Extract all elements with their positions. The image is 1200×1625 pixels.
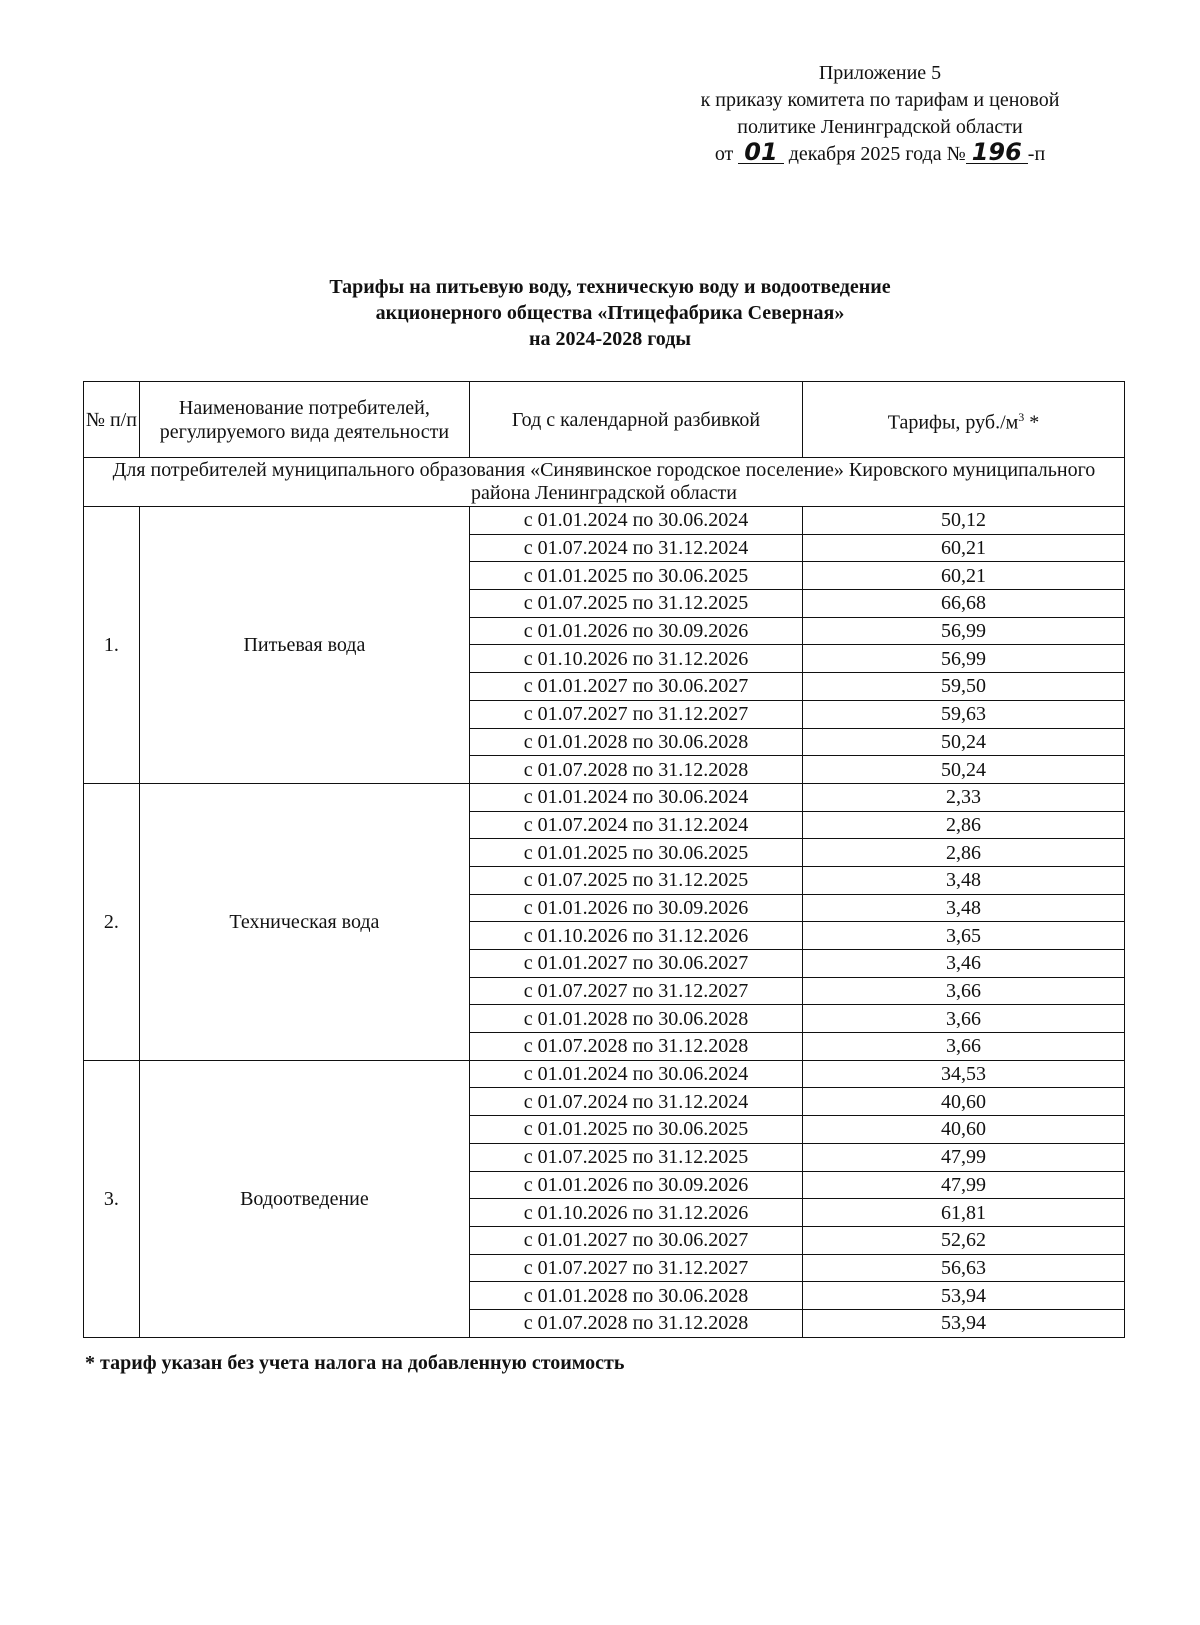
tariff-value-cell: 59,63 (803, 700, 1125, 728)
activity-name: Питьевая вода (139, 507, 469, 784)
period-cell: с 01.07.2028 по 31.12.2028 (469, 1309, 802, 1337)
period-cell: с 01.10.2026 по 31.12.2026 (469, 922, 802, 950)
period-cell: с 01.01.2025 по 30.06.2025 (469, 1116, 802, 1144)
header-tariff (803, 382, 1125, 458)
header-tariff-label: Тарифы, руб./м (887, 411, 1019, 434)
period-cell: с 01.07.2028 по 31.12.2028 (469, 756, 802, 784)
period-cell: с 01.10.2026 по 31.12.2026 (469, 645, 802, 673)
handwritten-order-number: 196 (966, 141, 1028, 164)
tariff-value-cell: 53,94 (803, 1309, 1125, 1337)
tariff-value-cell: 2,86 (803, 811, 1125, 839)
date-prefix: от (714, 143, 734, 165)
tariff-value-cell: 47,99 (803, 1171, 1125, 1199)
appendix-header (640, 60, 1120, 168)
period-cell: с 01.01.2027 по 30.06.2027 (469, 673, 802, 701)
order-suffix: -п (1027, 143, 1046, 165)
period-cell: с 01.01.2028 по 30.06.2028 (469, 1282, 802, 1310)
row-number: 2. (84, 783, 140, 1060)
footnote: * тариф указан без учета налога на добавленную стоимость (85, 1352, 625, 1374)
tariff-value-cell: 3,48 (803, 894, 1125, 922)
tariff-value-cell: 3,66 (803, 1033, 1125, 1061)
title-line-2: акционерного общества «Птицефабрика Северная» (375, 302, 845, 324)
title-line-1: Тарифы на питьевую воду, техническую воду и водоотведение (329, 276, 891, 298)
table-row (84, 1060, 1125, 1088)
period-cell: с 01.01.2025 по 30.06.2025 (469, 839, 802, 867)
tariff-value-cell: 3,48 (803, 866, 1125, 894)
handwritten-day: 01 (738, 141, 783, 164)
period-cell: с 01.01.2026 по 30.09.2026 (469, 894, 802, 922)
tariff-value-cell: 60,21 (803, 562, 1125, 590)
period-cell: с 01.10.2026 по 31.12.2026 (469, 1199, 802, 1227)
period-cell: с 01.01.2024 по 30.06.2024 (469, 1060, 802, 1088)
tariff-value-cell: 56,99 (803, 617, 1125, 645)
section-caption: Для потребителей муниципального образования «Синявинское городское поселение» Кировского муниципального района Ленинградской области (84, 458, 1125, 507)
tariff-value-cell: 2,86 (803, 839, 1125, 867)
section-row (84, 458, 1125, 507)
tariff-value-cell: 50,24 (803, 756, 1125, 784)
row-number: 1. (84, 507, 140, 784)
table-header-row (84, 382, 1125, 458)
tariff-value-cell: 3,46 (803, 950, 1125, 978)
period-cell: с 01.07.2025 по 31.12.2025 (469, 590, 802, 618)
period-cell: с 01.01.2028 по 30.06.2028 (469, 1005, 802, 1033)
table-row (84, 507, 1125, 535)
title-line-3: на 2024-2028 годы (529, 328, 691, 350)
tariff-value-cell: 3,66 (803, 977, 1125, 1005)
header-tariff-star: * (1024, 411, 1040, 434)
tariff-value-cell: 66,68 (803, 590, 1125, 618)
appendix-line-3: политике Ленинградской области (737, 116, 1023, 138)
tariff-value-cell: 50,24 (803, 728, 1125, 756)
document-title (150, 274, 1070, 352)
period-cell: с 01.07.2027 по 31.12.2027 (469, 977, 802, 1005)
tariff-value-cell: 56,63 (803, 1254, 1125, 1282)
table-row (84, 783, 1125, 811)
period-cell: с 01.01.2024 по 30.06.2024 (469, 507, 802, 535)
date-rest: декабря 2025 года № (788, 143, 966, 165)
header-num: № п/п (84, 382, 140, 458)
appendix-line-2: к приказу комитета по тарифам и ценовой (700, 89, 1060, 111)
period-cell: с 01.07.2028 по 31.12.2028 (469, 1033, 802, 1061)
tariff-value-cell: 3,65 (803, 922, 1125, 950)
tariff-value-cell: 3,66 (803, 1005, 1125, 1033)
period-cell: с 01.07.2024 по 31.12.2024 (469, 1088, 802, 1116)
tariff-value-cell: 34,53 (803, 1060, 1125, 1088)
activity-name: Техническая вода (139, 783, 469, 1060)
period-cell: с 01.01.2028 по 30.06.2028 (469, 728, 802, 756)
tariff-value-cell: 2,33 (803, 783, 1125, 811)
period-cell: с 01.01.2024 по 30.06.2024 (469, 783, 802, 811)
period-cell: с 01.07.2024 по 31.12.2024 (469, 811, 802, 839)
row-number: 3. (84, 1060, 140, 1337)
tariffs-table (83, 381, 1125, 1338)
period-cell: с 01.01.2026 по 30.09.2026 (469, 1171, 802, 1199)
period-cell: с 01.07.2027 по 31.12.2027 (469, 700, 802, 728)
appendix-date-line (640, 138, 1120, 168)
tariff-value-cell: 56,99 (803, 645, 1125, 673)
tariff-value-cell: 50,12 (803, 507, 1125, 535)
activity-name: Водоотведение (139, 1060, 469, 1337)
table-body (84, 458, 1125, 1338)
period-cell: с 01.01.2027 по 30.06.2027 (469, 1226, 802, 1254)
period-cell: с 01.01.2026 по 30.09.2026 (469, 617, 802, 645)
tariff-value-cell: 60,21 (803, 534, 1125, 562)
tariff-value-cell: 47,99 (803, 1143, 1125, 1171)
tariff-value-cell: 52,62 (803, 1226, 1125, 1254)
period-cell: с 01.01.2027 по 30.06.2027 (469, 950, 802, 978)
header-period: Год с календарной разбивкой (469, 382, 802, 458)
period-cell: с 01.07.2027 по 31.12.2027 (469, 1254, 802, 1282)
tariff-value-cell: 53,94 (803, 1282, 1125, 1310)
header-name: Наименование потребителей, регулируемого вида деятельности (139, 382, 469, 458)
period-cell: с 01.07.2025 по 31.12.2025 (469, 1143, 802, 1171)
tariff-value-cell: 59,50 (803, 673, 1125, 701)
tariff-value-cell: 40,60 (803, 1116, 1125, 1144)
period-cell: с 01.07.2025 по 31.12.2025 (469, 866, 802, 894)
tariff-value-cell: 40,60 (803, 1088, 1125, 1116)
period-cell: с 01.07.2024 по 31.12.2024 (469, 534, 802, 562)
appendix-label: Приложение 5 (818, 62, 942, 84)
header-tariff-sup: 3 (1018, 409, 1025, 424)
tariff-value-cell: 61,81 (803, 1199, 1125, 1227)
period-cell: с 01.01.2025 по 30.06.2025 (469, 562, 802, 590)
